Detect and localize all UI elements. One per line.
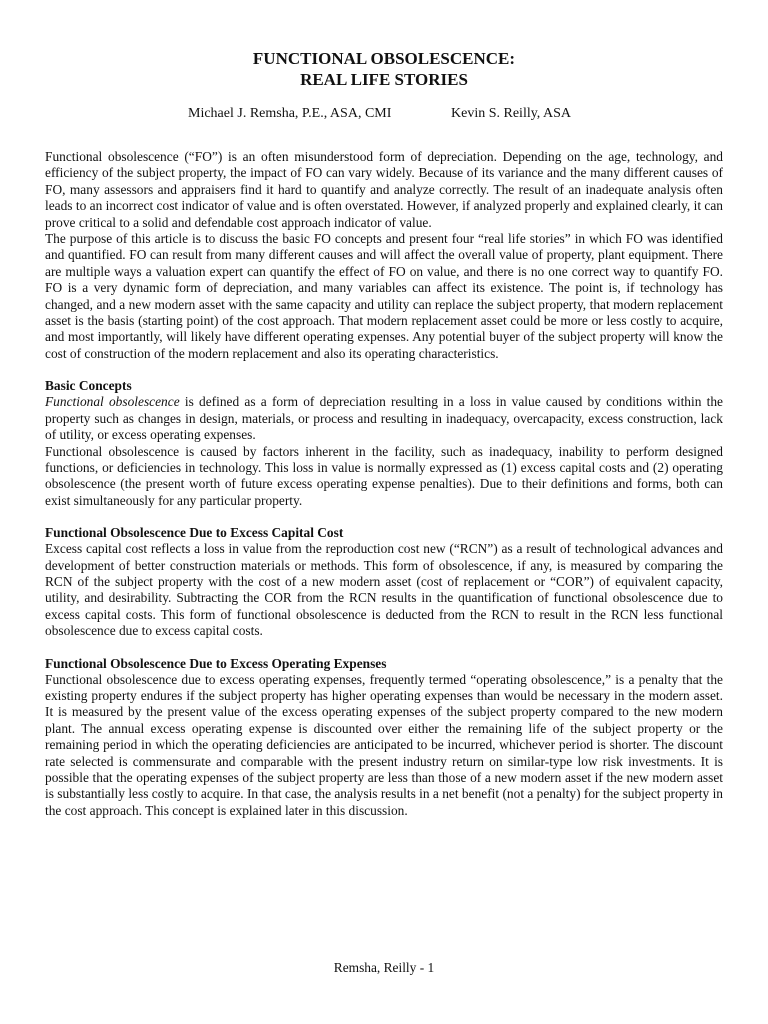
title-line-2: REAL LIFE STORIES: [300, 70, 468, 89]
definition-paragraph: [45, 394, 723, 443]
defined-term: Functional obsolescence: [45, 394, 180, 410]
heading-basic-concepts: Basic Concepts: [45, 378, 132, 394]
page-footer: Remsha, Reilly - 1: [333, 960, 435, 975]
heading-excess-operating-expenses: Functional Obsolescence Due to Excess Operating Expenses: [45, 655, 387, 671]
title-line-1: FUNCTIONAL OBSOLESCENCE:: [252, 49, 516, 68]
purpose-paragraph: The purpose of this article is to discuss the basic FO concepts and present four “real life stories” in which FO was identified and quantified. FO can result from many different causes and will affect the overall value of property, plant equipment. There are multiple ways a valuation expert can quantify the effect of FO on value, and there is no one correct way to quantify FO. FO is a very dynamic form of depreciation, and many variables can affect its existence. The point is, if technology has changed, and a new modern asset with the same capacity and utility can replace the subject property, that modern replacement asset is the basis (starting point) of the cost approach. That modern replacement asset could be more or less costly to acquire, and most importantly, will likely have different operating expenses. Any potential buyer of the subject property will know the cost of construction of the modern replacement and also its operating characteristics.: [45, 231, 723, 361]
document-title: [45, 48, 723, 90]
excess-operating-paragraph: Functional obsolescence due to excess operating expenses, frequently termed “operating obsolescence,” is a penalty that the existing property endures if the subject property has higher operating expenses than would be necessary in the modern asset. It is measured by the present value of the excess operating expenses of the subject property compared to the new modern plant. The annual excess operating expense is discounted over either the remaining life of the subject property or the remaining period in which the operating deficiencies are anticipated to be incurred, whichever period is shorter. The discount rate selected is commensurate and comparable with the present industry return on similar-type low risk investments. It is possible that the operating expenses of the subject property are less than those of a new modern asset if the new modern asset is substantially less costly to acquire. In that case, the analysis results in a net benefit (not a penalty) for the subject property in the cost approach. This concept is explained later in this discussion.: [45, 671, 723, 818]
definition-text: is defined as a form of depreciation resulting in a loss in value caused by conditions within the property such as changes in design, materials, or process and resulting in inadequacy, overcapacity, excess construction, lack of utility, or excess operating expenses.: [45, 394, 724, 443]
author-reilly: Kevin S. Reilly, ASA: [451, 106, 572, 121]
intro-paragraph: Functional obsolescence (“FO”) is an often misunderstood form of depreciation. Depending on the age, technology, and efficiency of the subject property, the impact of FO can vary widely. Because of its variance and the many different causes of FO, many assessors and appraisers find it hard to quantify and analyze correctly. The result of an inadequate analysis often leads to an incorrect cost indicator of value and is often overstated. However, if analyzed properly and explained clearly, it can prove critical to a solid and defendable cost approach indicator of value.: [45, 149, 723, 230]
causes-paragraph: Functional obsolescence is caused by factors inherent in the facility, such as inadequacy, inability to perform designed functions, or deficiencies in technology. This loss in value is normally expressed as (1) excess capital costs and (2) operating obsolescence (the present worth of future excess operating expense penalties). Due to their definitions and forms, both can exist simultaneously for any particular property.: [45, 443, 723, 508]
excess-capital-paragraph: Excess capital cost reflects a loss in value from the reproduction cost new (“RCN”) as a result of technological advances and development of better construction materials or methods. This form of obsolescence, if any, is measured by comparing the RCN of the subject property with the cost of a new modern asset (cost of replacement or “COR”) of equivalent capacity, utility, and desirability. Subtracting the COR from the RCN results in the quantification of functional obsolescence due to excess capital costs. This form of functional obsolescence is deducted from the RCN to result in the RCN less functional obsolescence due to excess capital costs.: [45, 541, 723, 639]
heading-excess-capital-cost: Functional Obsolescence Due to Excess Capital Cost: [45, 525, 344, 541]
author-line: [45, 105, 723, 122]
author-remsha: Michael J. Remsha, P.E., ASA, CMI: [188, 106, 392, 121]
